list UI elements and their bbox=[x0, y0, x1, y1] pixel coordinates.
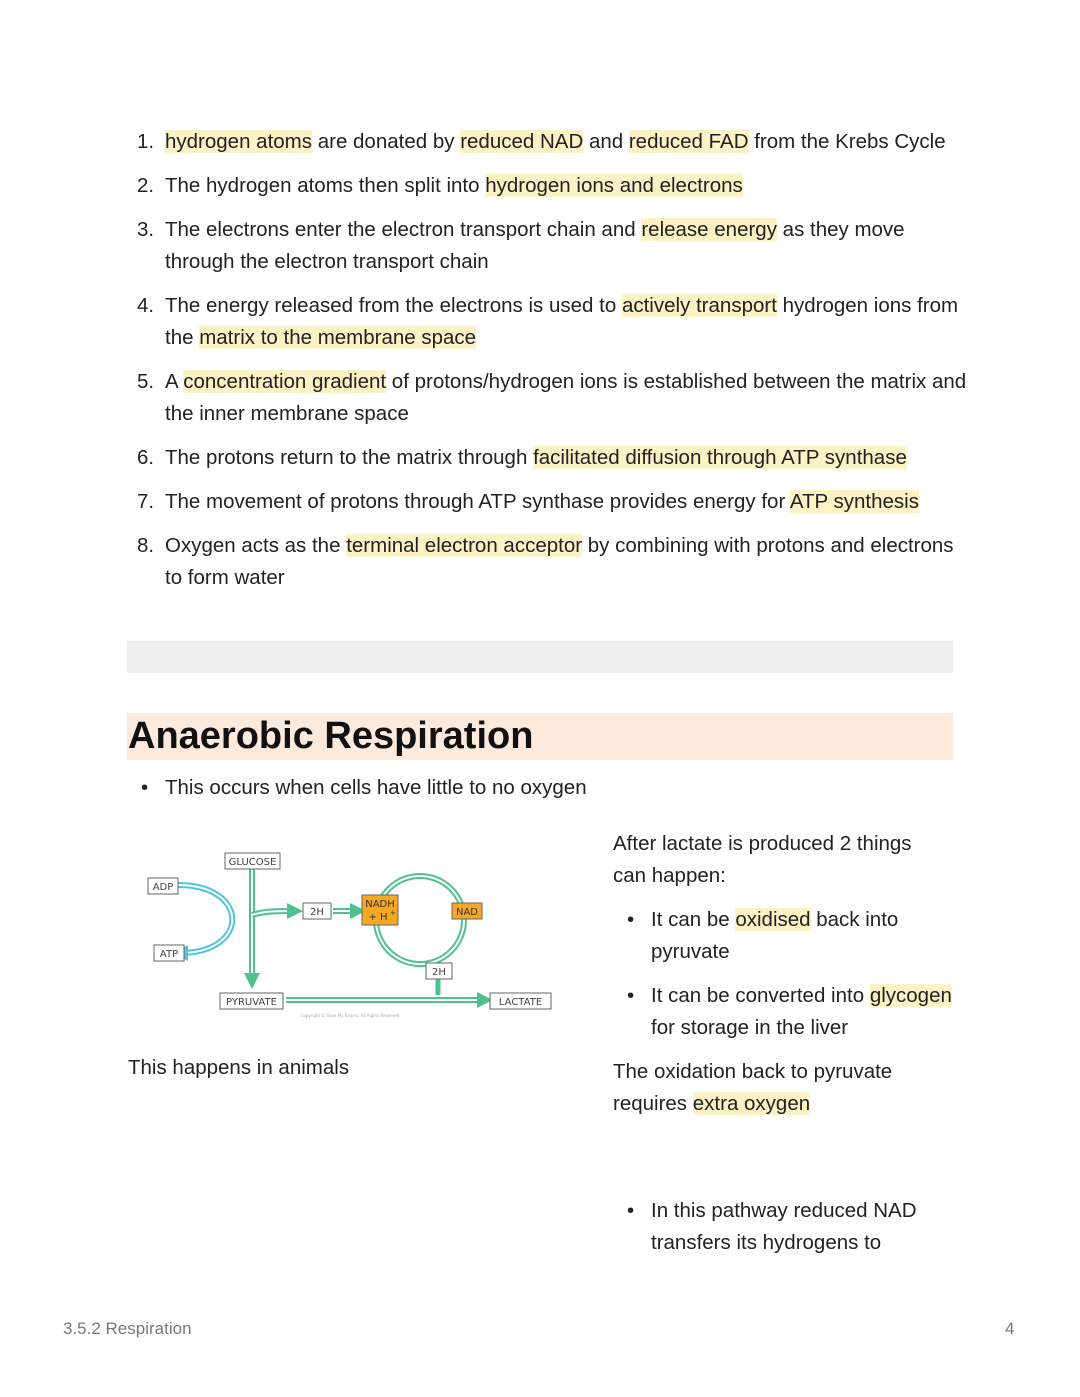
step-text: and bbox=[583, 130, 629, 153]
step-number: 1. bbox=[137, 130, 155, 153]
pyruvate-label: PYRUVATE bbox=[226, 997, 277, 1008]
step-text: The protons return to the matrix through bbox=[165, 446, 534, 469]
bullet-dot: • bbox=[627, 908, 635, 931]
adp-label: ADP bbox=[152, 882, 174, 893]
step-item bbox=[137, 442, 967, 474]
pathway-bullet bbox=[627, 1195, 951, 1259]
nad-label: NAD bbox=[455, 907, 479, 918]
highlighted-term: concentration gradient bbox=[183, 370, 387, 393]
diagram-arrows bbox=[178, 869, 485, 1000]
highlighted-term: actively transport bbox=[621, 294, 777, 317]
highlighted-term: glycogen bbox=[869, 984, 952, 1007]
adp-atp-arrow bbox=[178, 885, 232, 953]
anaerobic-pathway-diagram bbox=[140, 845, 560, 1025]
highlighted-term: hydrogen atoms bbox=[165, 130, 313, 153]
step-text: are donated by bbox=[312, 130, 461, 153]
step-text: by combining with protons and electrons to form water bbox=[165, 534, 954, 589]
footer-section: 3.5.2 Respiration bbox=[63, 1319, 192, 1338]
highlighted-term: extra oxygen bbox=[692, 1092, 811, 1115]
highlighted-term: oxidised bbox=[735, 908, 811, 931]
step-item bbox=[137, 530, 967, 594]
section-heading: Anaerobic Respiration bbox=[128, 715, 534, 757]
step-text: of protons/hydrogen ions is established between the matrix and the inner membrane space bbox=[165, 370, 967, 425]
step-number: 3. bbox=[137, 218, 155, 241]
bullet-dot: • bbox=[141, 776, 149, 799]
step-number: 8. bbox=[137, 534, 155, 557]
step-text: Oxygen acts as the bbox=[165, 534, 347, 557]
bullet-dot: • bbox=[627, 1199, 635, 1222]
nadh-label: NADH bbox=[365, 899, 395, 910]
step-number: 7. bbox=[137, 490, 155, 513]
option-oxidised-text bbox=[651, 908, 898, 963]
text-segment: The oxidation back to pyruvate requires bbox=[613, 1060, 893, 1115]
hydrogen-label-2: 2H bbox=[432, 967, 446, 978]
step-number: 4. bbox=[137, 294, 155, 317]
step-text: A bbox=[165, 370, 184, 393]
option-glycogen bbox=[627, 980, 961, 1044]
animals-note: This happens in animals bbox=[128, 1056, 350, 1079]
step-number: 5. bbox=[137, 370, 155, 393]
step-number: 2. bbox=[137, 174, 155, 197]
pathway-text: In this pathway reduced NAD transfers its hydrogens to bbox=[651, 1199, 917, 1254]
intro-bullet-text: This occurs when cells have little to no oxygen bbox=[165, 776, 587, 799]
option-oxidised bbox=[627, 904, 951, 968]
step-item bbox=[137, 170, 967, 202]
text-segment: It can be converted into bbox=[651, 984, 870, 1007]
oxidation-note bbox=[613, 1056, 933, 1120]
step-text: The movement of protons through ATP synthase provides energy for bbox=[165, 490, 790, 513]
highlighted-term: terminal electron acceptor bbox=[346, 534, 583, 557]
highlighted-term: ATP synthesis bbox=[789, 490, 919, 513]
step-item bbox=[137, 290, 967, 354]
text-segment: It can be bbox=[651, 908, 736, 931]
atp-label: ATP bbox=[159, 949, 179, 960]
electron-transport-steps bbox=[137, 126, 967, 606]
highlighted-term: reduced FAD bbox=[628, 130, 749, 153]
option-glycogen-text bbox=[651, 984, 952, 1039]
step-text: The energy released from the electrons is used to bbox=[165, 294, 622, 317]
text-segment: back into pyruvate bbox=[651, 908, 899, 963]
step-text: The hydrogen atoms then split into bbox=[165, 174, 486, 197]
section-divider bbox=[127, 641, 953, 673]
step-text: as they move through the electron transport chain bbox=[165, 218, 905, 273]
proton-superscript: + bbox=[390, 909, 396, 917]
lactate-lead-text: After lactate is produced 2 things can happen: bbox=[613, 832, 912, 887]
nadh-proton-label: + H bbox=[368, 912, 388, 923]
diagram-labels bbox=[148, 853, 551, 1018]
step-number: 6. bbox=[137, 446, 155, 469]
step-item bbox=[137, 126, 967, 158]
step-text: The electrons enter the electron transport chain and bbox=[165, 218, 642, 241]
step-item bbox=[137, 486, 967, 518]
step-item bbox=[137, 366, 967, 430]
highlighted-term: release energy bbox=[641, 218, 777, 241]
bullet-dot: • bbox=[627, 984, 635, 1007]
step-text: from the Krebs Cycle bbox=[748, 130, 946, 153]
footer-page-number: 4 bbox=[1005, 1319, 1015, 1338]
step-item bbox=[137, 214, 967, 278]
glucose-label: GLUCOSE bbox=[228, 857, 277, 868]
lactate-label: LACTATE bbox=[498, 997, 543, 1008]
step-text: hydrogen ions from the bbox=[165, 294, 959, 349]
hydrogen-label-1: 2H bbox=[310, 907, 324, 918]
highlighted-term: matrix to the membrane space bbox=[199, 326, 477, 349]
text-segment: for storage in the liver bbox=[651, 1016, 849, 1039]
highlighted-term: reduced NAD bbox=[460, 130, 584, 153]
highlighted-term: hydrogen ions and electrons bbox=[485, 174, 743, 197]
intro-bullet bbox=[141, 772, 587, 804]
highlighted-term: facilitated diffusion through ATP synthase bbox=[533, 446, 907, 469]
copyright-text: Copyright © Save My Exams. All Rights Reserved bbox=[300, 1013, 400, 1018]
